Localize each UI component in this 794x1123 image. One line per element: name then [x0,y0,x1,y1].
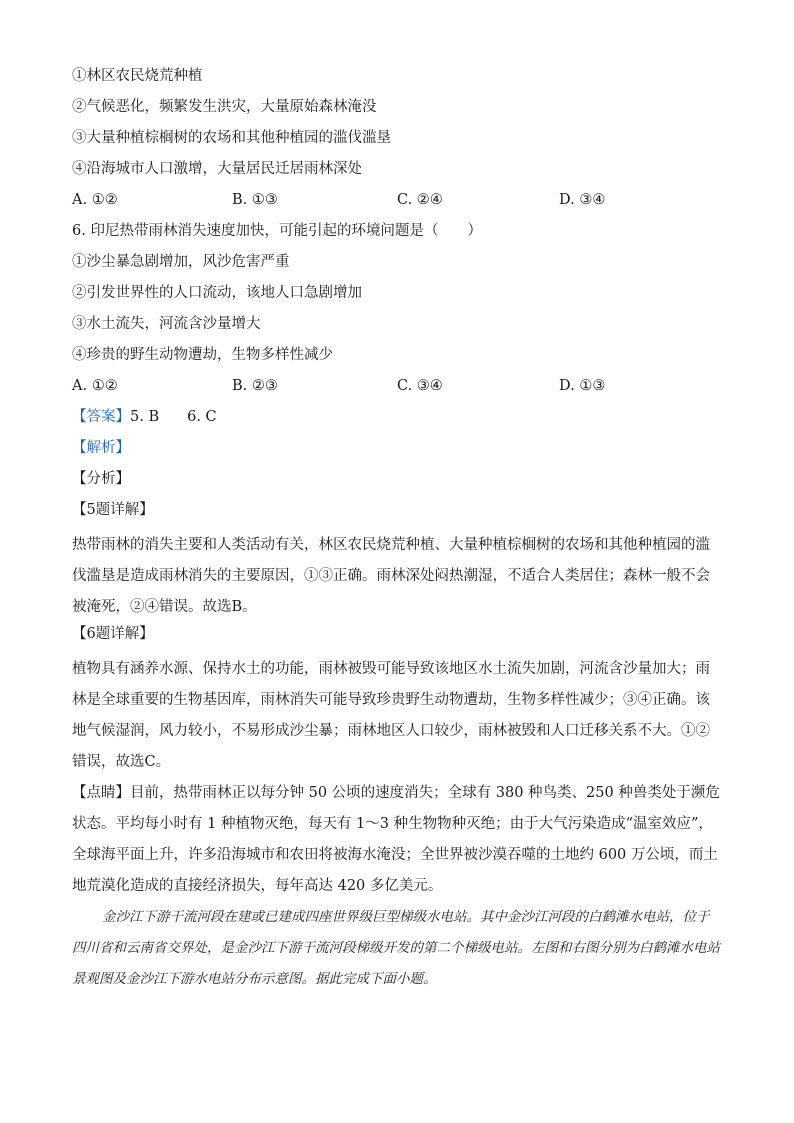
q5-option-d: D. ③④ [559,192,606,208]
q6-option-b: B. ②③ [232,378,278,394]
q6-item-2: ②引发世界性的人口流动，该地人口急剧增加 [72,285,362,301]
q6-item-1: ①沙尘暴急剧增加，风沙危害严重 [72,254,290,270]
answer-line [72,407,217,427]
q5-detail-heading: 【5题详解】 [72,502,154,518]
q5-options [72,190,732,210]
answer-6: 6. C [187,409,217,425]
q5-option-c: C. ②④ [397,192,443,208]
q5-item-2: ②气候恶化，频繁发生洪灾，大量原始森林淹没 [72,99,377,115]
q5-item-4: ④沿海城市人口激增，大量居民迁居雨林深处 [72,161,362,177]
q6-item-3: ③水土流失，河流含沙量增大 [72,316,261,332]
q5-item-3: ③大量种植棕榈树的农场和其他种植园的滥伐滥垦 [72,130,391,146]
q5-option-b: B. ①③ [232,192,278,208]
q6-option-d: D. ①③ [559,378,606,394]
q5-option-a: A. ①② [72,192,118,208]
answer-5: 5. B [130,409,160,425]
q6-detail-text: 植物具有涵养水源、保持水土的功能，雨林被毁可能导致该地区水土流失加剧，河流含沙量加大；雨林是全球重要的生物基因库，雨林消失可能导致珍贵野生动物遭劫，生物多样性减少；③④正确。该地气候湿润，风力较小，不易形成沙尘暴；雨林地区人口较少，雨林被毁和人口迁移关系不大。①②错误，故选C。 [72,661,710,770]
jiexi-heading: 【解析】 [72,440,130,456]
q6-stem: 6. 印尼热带雨林消失速度加快，可能引起的环境问题是（ ） [72,223,482,239]
q6-option-a: A. ①② [72,378,118,394]
q6-options [72,376,732,396]
answer-tag: 【答案】 [72,409,130,425]
q6-option-c: C. ③④ [397,378,443,394]
dianjing-tag: 【点睛】 [72,785,130,801]
q6-detail-heading: 【6题详解】 [72,626,154,642]
dianjing-text: 目前，热带雨林正以每分钟 50 公顷的速度消失；全球有 380 种鸟类、250 种兽类处于濒危状态。平均每小时有 1 种植物灭绝，每天有 1～3 种生物物种灭绝；由于大气污染造成“温室效应”，全球海平面上升，许多沿海城市和农田将被海水淹没；全世界被沙漠吞噬的土地约 600 万公顷，而土地荒漠化造成的直接经济损失，每年高达 420 多亿美元。 [72,785,720,894]
fenxi-heading: 【分析】 [72,471,130,487]
dianjing-paragraph [72,778,722,902]
q5-item-1: ①林区农民烧荒种植 [72,68,203,84]
q5-detail-text: 热带雨林的消失主要和人类活动有关，林区农民烧荒种植、大量种植棕榈树的农场和其他种植园的滥伐滥垦是造成雨林消失的主要原因，①③正确。雨林深处闷热潮湿，不适合人类居住；森林一般不会被淹死，②④错误。故选B。 [72,537,710,615]
intro-paragraph: 金沙江下游干流河段在建或已建成四座世界级巨型梯级水电站。其中金沙江河段的白鹤滩水电站，位于四川省和云南省交界处，是金沙江下游干流河段梯级开发的第二个梯级电站。左图和右图分别为白鹤滩水电站景观图及金沙江下游水电站分布示意图。据此完成下面小题。 [72,909,720,987]
q6-item-4: ④珍贵的野生动物遭劫，生物多样性减少 [72,347,333,363]
